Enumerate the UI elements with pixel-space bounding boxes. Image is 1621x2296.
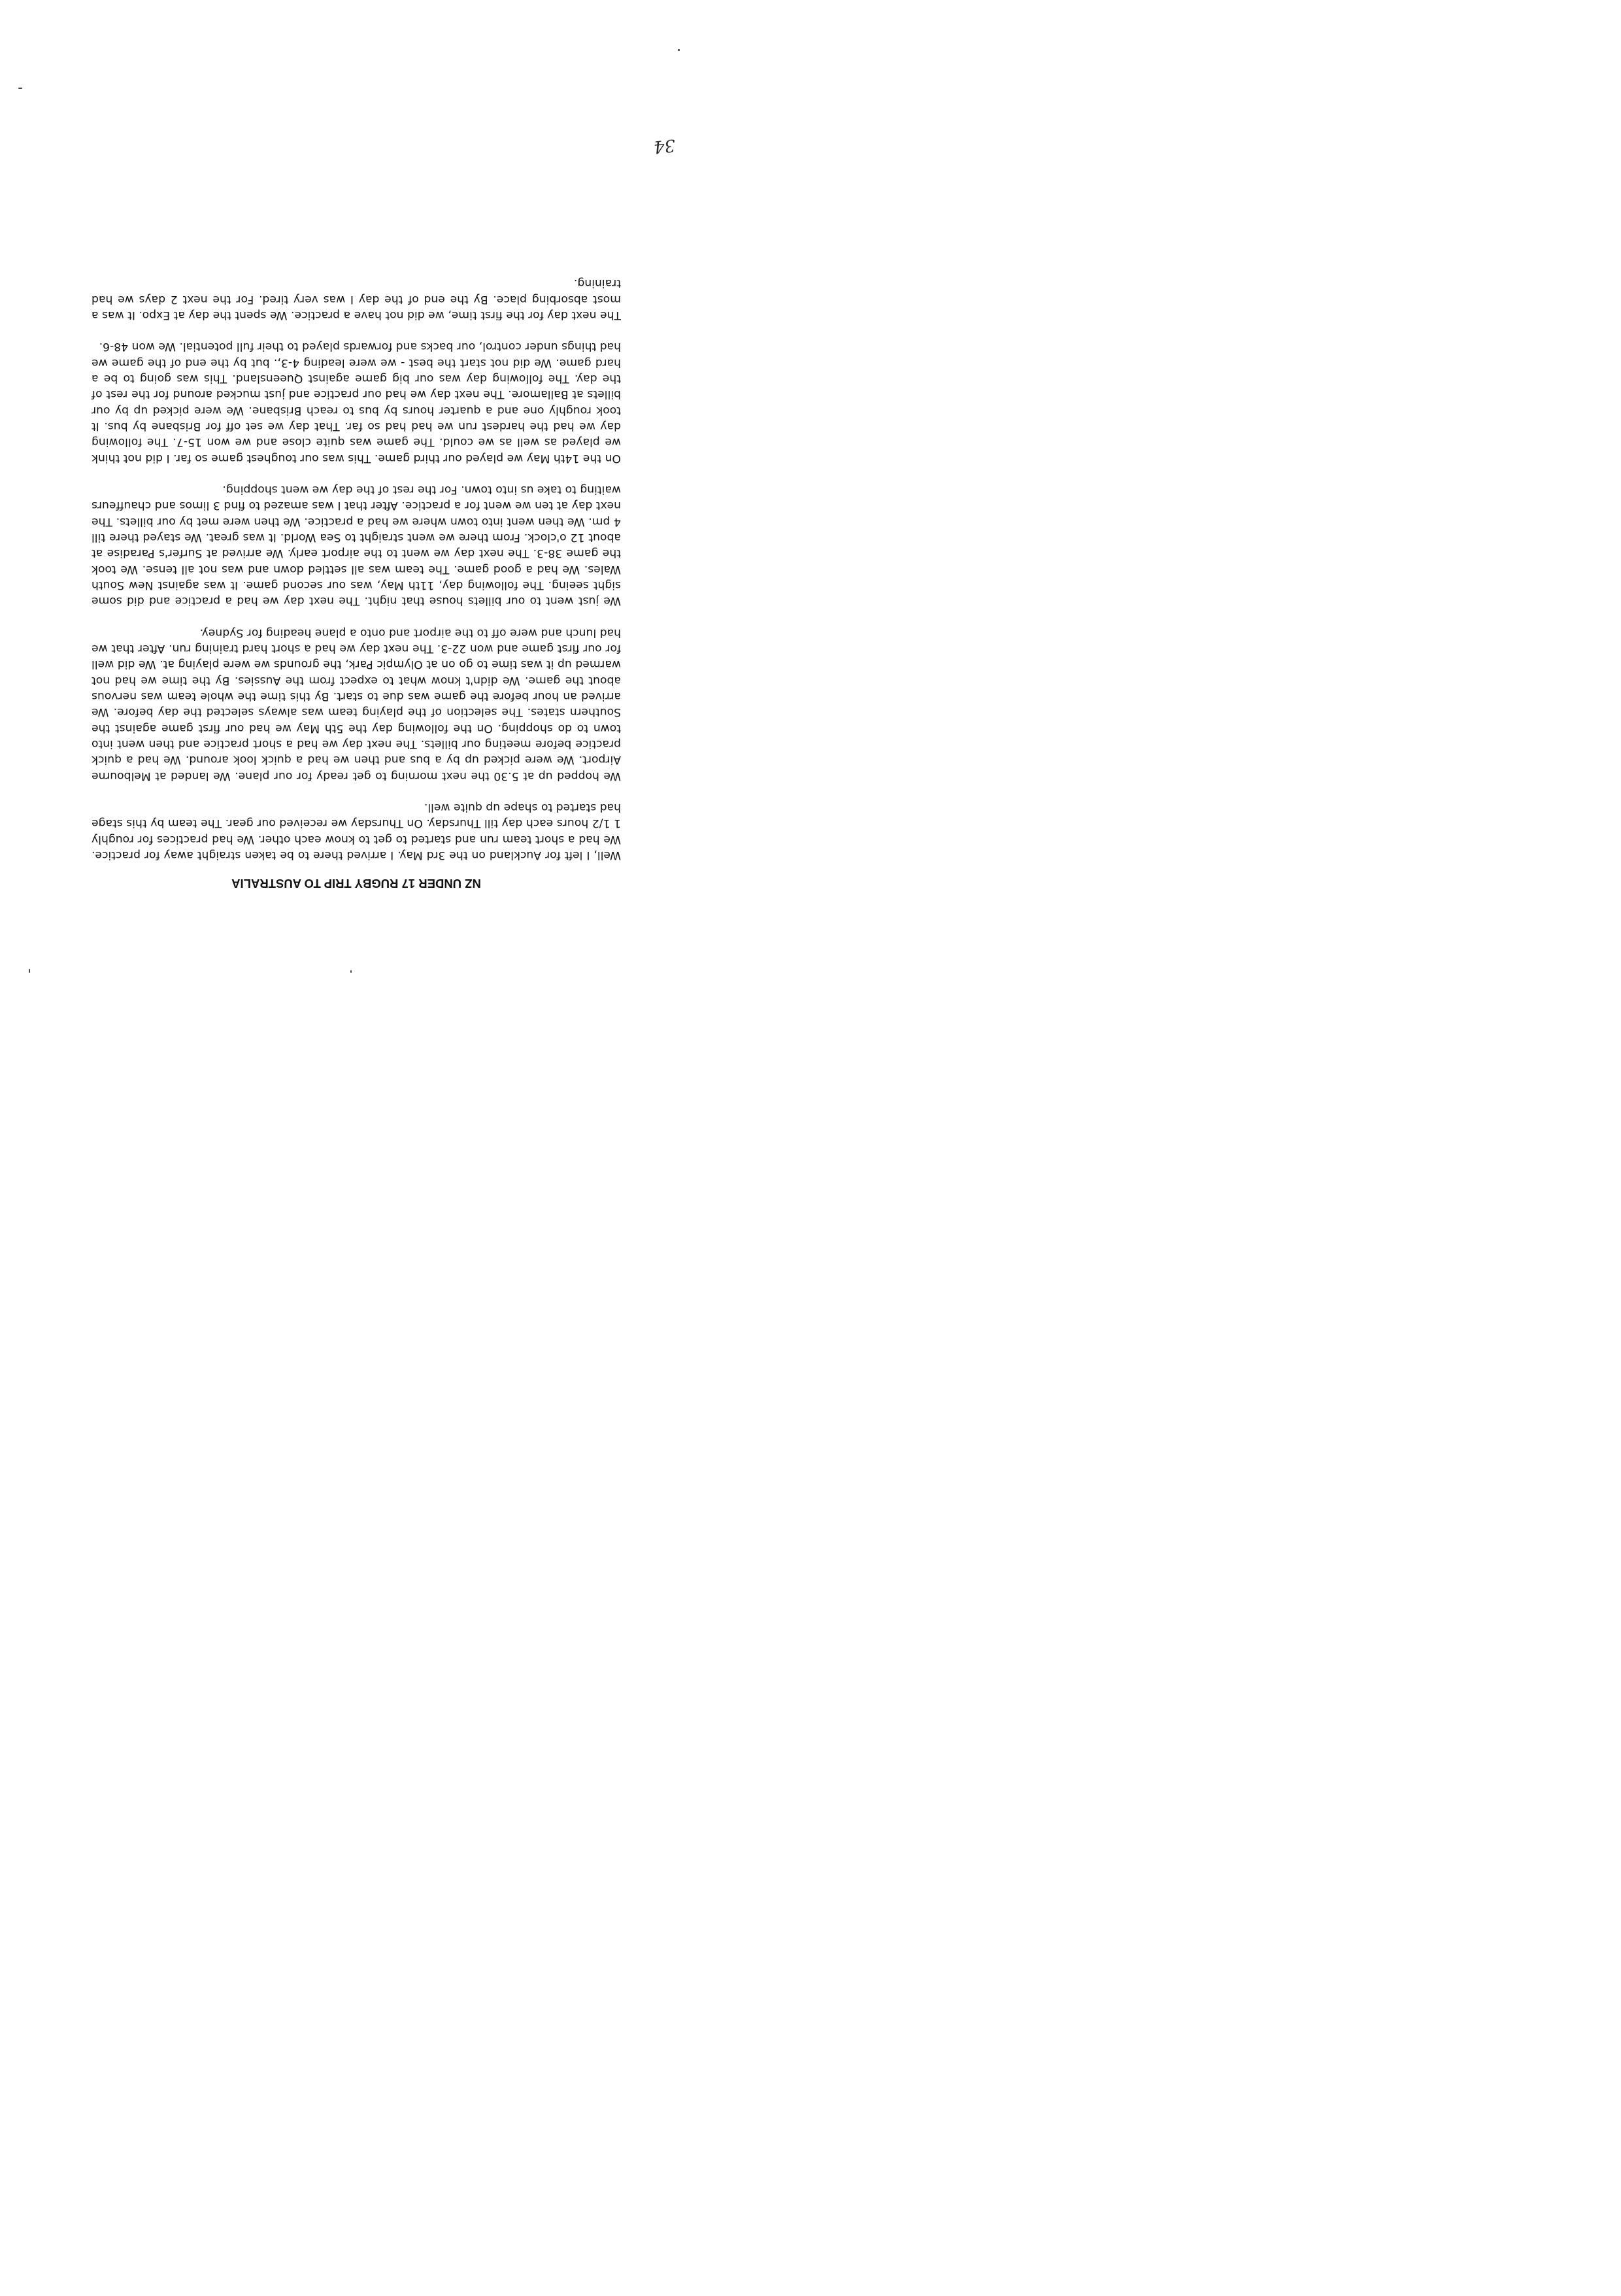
scan-speck: [678, 49, 680, 51]
paragraph-auckland: Well, I left for Auckland on the 3rd May. I arrived there to be taken straight away for practice. We had a short team run and started to get to know each other. We had practices for roughly 1 1/2 hours each day till Thursday. On Thursday we received our gear. The team by this stage had started to shape up quite well.: [92, 801, 621, 862]
document-page: [0, 0, 719, 1019]
scan-speck: [350, 970, 352, 973]
document-body: [92, 260, 621, 891]
paragraph-expo: The next day for the first time, we did not have a practice. We spent the day at Expo. It was a most absorbing place. By the end of the day I was very tired. For the next 2 days we had training.: [92, 277, 621, 322]
handwritten-page-number: 34: [652, 135, 677, 157]
paragraph-brisbane: On the 14th May we played our third game. This was our toughest game so far. I did not think we played as well as we could. The game was quite close and we won 15-7. The following day we had the hardest run we had had so far. That day we set off for Brisbane by bus. It took roughly one and a quarter hours by bus to reach Brisbane. We were picked up by our billets at Ballamore. The next day we had our practice and just mucked around for the rest of the day. The following day was our big game against Queensland. This was going to be a hard game. We did not start the best - we were leading 4-3,. but by the end of the game we had things under control, our backs and forwards played to their full potential. We won 48-6.: [92, 340, 621, 465]
scan-speck: [18, 88, 22, 89]
scan-speck: [29, 969, 30, 973]
paragraph-melbourne: We hopped up at 5.30 the next morning to get ready for our plane. We landed at Melbourne Airport. We were picked up by a bus and then we had a quick look around. We had a quick practice before meeting our billets. The next day we had a short practice and then went into town to do shopping. On the following day the 5th May we had our first game against the Southern states. The selection of the playing team was always selected the day before. We arrived an hour before the game was due to start. By this time the whole team was nervous about the game. We didn't know what to expect from the Aussies. By the time we had not warmed up it was time to go on at Olympic Park, the grounds we were playing at. We did well for our first game and won 22-3. The next day we had a short hard training run. After that we had lunch and were off to the airport and onto a plane heading for Sydney.: [92, 626, 621, 783]
paragraph-sydney-surfers-paradise: We just went to our billets house that night. The next day we had a practice and did some sight seeing. The following day, 11th May, was our second game. It was against New South Wales. We had a good game. The team was all settled down and was not all tense. We took the game 38-3. The next day we went to the airport early. We arrived at Surfer's Paradise at about 12 o'clock. From there we went straight to Sea World. It was great. We stayed there till 4 pm. We then went into town where we had a practice. We then were met by our billets. The next day at ten we went for a practice. After that I was amazed to find 3 limos and chauffeurs waiting to take us into town. For the rest of the day we went shopping.: [92, 483, 621, 608]
document-title: NZ UNDER 17 RUGBY TRIP TO AUSTRALIA: [231, 877, 481, 890]
